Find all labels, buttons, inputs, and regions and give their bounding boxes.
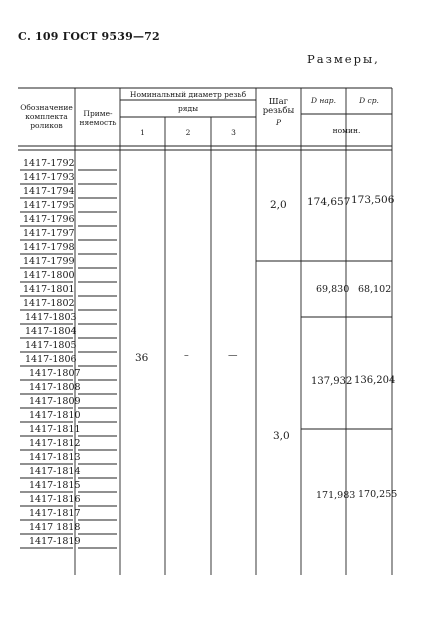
table-row: 1417-1804 — [25, 326, 77, 337]
col-header-rows: ряды — [177, 104, 199, 113]
d-sr-value: 173,506 — [351, 194, 395, 206]
table-row: 1417-1793 — [23, 172, 75, 183]
page-header: С. 109 ГОСТ 9539—72 — [18, 30, 160, 43]
col-header-d-nar: D нар. — [311, 96, 336, 105]
diameter-row-2-dash: – — [184, 350, 189, 361]
table-row: 1417-1812 — [29, 438, 81, 449]
table-row: 1417-1811 — [29, 424, 81, 435]
table-row: 1417-1806 — [25, 354, 77, 365]
col-header-nominal: номин. — [332, 126, 361, 135]
table-row: 1417-1792 — [23, 158, 75, 169]
table-row: 1417-1813 — [29, 452, 81, 463]
table-row: 1417-1797 — [23, 228, 75, 239]
d-nar-value: 174,657 — [307, 196, 351, 208]
col-header-designation: Обозначение комплекта роликов — [20, 103, 73, 130]
table-row: 1417-1798 — [23, 242, 75, 253]
table-row: 1417-1819 — [29, 536, 81, 547]
table-row: 1417-1814 — [29, 466, 81, 477]
d-nar-value: 137,932 — [311, 376, 353, 387]
d-sr-value: 68,102 — [358, 284, 392, 295]
table-row: 1417-1809 — [29, 396, 81, 407]
col-header-row-3: 3 — [231, 128, 236, 137]
col-header-row-1: 1 — [140, 128, 145, 137]
pitch-value-3-0: 3,0 — [273, 430, 290, 442]
table-row: 1417-1810 — [29, 410, 81, 421]
d-sr-value: 170,255 — [358, 489, 398, 500]
diameter-row-3-dash: — — [228, 350, 238, 361]
table-row: 1417-1801 — [23, 284, 75, 295]
table-row: 1417-1817 — [29, 508, 81, 519]
table-row: 1417-1807 — [29, 368, 81, 379]
table-row: 1417-1805 — [25, 340, 77, 351]
table-row: 1417-1800 — [23, 270, 75, 281]
table-row: 1417-1794 — [23, 186, 75, 197]
d-nar-value: 171,983 — [316, 490, 356, 501]
table-row: 1417-1799 — [23, 256, 75, 267]
diameter-row-1-value: 36 — [135, 352, 149, 364]
table-row: 1417-1816 — [29, 494, 81, 505]
table-row: 1417-1795 — [23, 200, 75, 211]
pitch-value-2-0: 2,0 — [270, 199, 287, 211]
table-row: 1417-1803 — [25, 312, 77, 323]
col-header-d-sr: D ср. — [359, 96, 379, 105]
col-header-application: Приме- няемость — [79, 109, 117, 127]
col-header-pitch: Шаг резьбы — [262, 97, 295, 116]
col-header-row-2: 2 — [185, 128, 191, 137]
d-nar-value: 69,830 — [316, 284, 350, 295]
d-sr-value: 136,204 — [354, 375, 396, 386]
table-row: 1417-1802 — [23, 298, 75, 309]
dimensions-caption: Размеры, — [307, 52, 380, 66]
table-row: 1417-1796 — [23, 214, 75, 225]
col-header-nominal-diameter: Номинальный диаметр резьб — [129, 90, 247, 99]
table-row: 1417-1815 — [29, 480, 81, 491]
table-row: 1417-1808 — [29, 382, 81, 393]
table-row: 1417 1818 — [29, 522, 81, 533]
col-header-pitch-symbol: P — [275, 118, 282, 127]
